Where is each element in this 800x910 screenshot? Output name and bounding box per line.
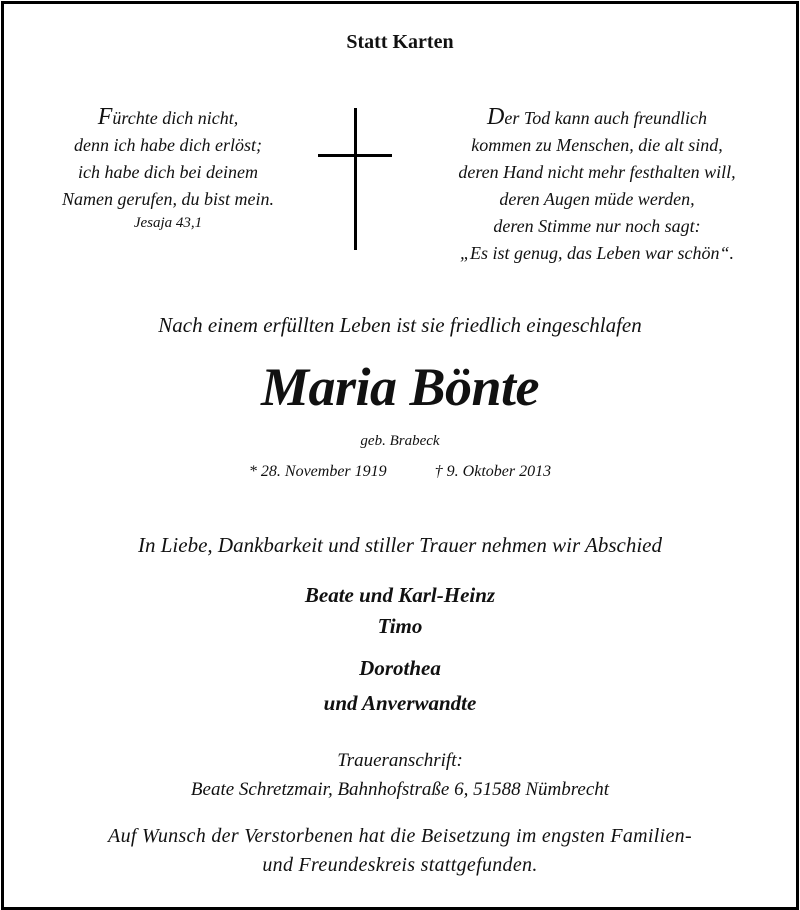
mourner-item: Dorothea (359, 656, 441, 680)
quote-right-line: deren Hand nicht mehr festhalten will, (458, 162, 736, 182)
mourners-list (0, 580, 800, 723)
mourner-item: und Anverwandte (323, 691, 477, 715)
quote-left-line: Namen gerufen, du bist mein. (62, 189, 274, 209)
burial-note-line: Auf Wunsch der Verstorbenen hat die Beisetzung im engsten Familien- (108, 825, 692, 847)
quote-right-line (412, 104, 782, 132)
cross-icon-vertical (354, 108, 357, 250)
birth-date: * 28. November 1919 (248, 463, 387, 480)
burial-note (0, 822, 800, 880)
birth-name: geb. Brabeck (360, 433, 440, 449)
quote-right (412, 104, 782, 267)
header-title: Statt Karten (346, 31, 454, 53)
quote-right-first-line: er Tod kann auch freundlich (504, 108, 707, 128)
burial-note-line: und Freundeskreis stattgefunden. (262, 854, 538, 876)
quote-right-line: „Es ist genug, das Leben war schön“. (459, 243, 735, 263)
farewell-text: In Liebe, Dankbarkeit und stiller Trauer nehmen wir Abschied (138, 533, 662, 557)
quote-right-line: kommen zu Menschen, die alt sind, (471, 135, 723, 155)
address-label: Traueranschrift: (337, 750, 463, 771)
quote-left-line: denn ich habe dich erlöst; (74, 135, 262, 155)
quote-left-line: ich habe dich bei deinem (78, 162, 258, 182)
quote-left-source: Jesaja 43,1 (133, 215, 203, 231)
quote-left-line (18, 104, 318, 132)
death-date: † 9. Oktober 2013 (434, 463, 552, 480)
quote-left-first-line: ürchte dich nicht, (112, 108, 239, 128)
quote-right-initial: D (487, 104, 505, 130)
life-dates (0, 463, 800, 481)
intro-text: Nach einem erfüllten Leben ist sie friedlich eingeschlafen (158, 313, 642, 337)
quote-left (18, 104, 318, 233)
mourner-item: Timo (377, 614, 423, 638)
quote-right-line: deren Stimme nur noch sagt: (493, 216, 701, 236)
address-line: Beate Schretzmair, Bahnhofstraße 6, 51588 Nümbrecht (190, 779, 610, 800)
quote-right-line: deren Augen müde werden, (499, 189, 695, 209)
quote-left-initial: F (97, 104, 113, 130)
mourner-item: Beate und Karl-Heinz (304, 583, 496, 607)
deceased-name: Maria Bönte (260, 357, 540, 417)
cross-icon-horizontal (318, 154, 392, 157)
